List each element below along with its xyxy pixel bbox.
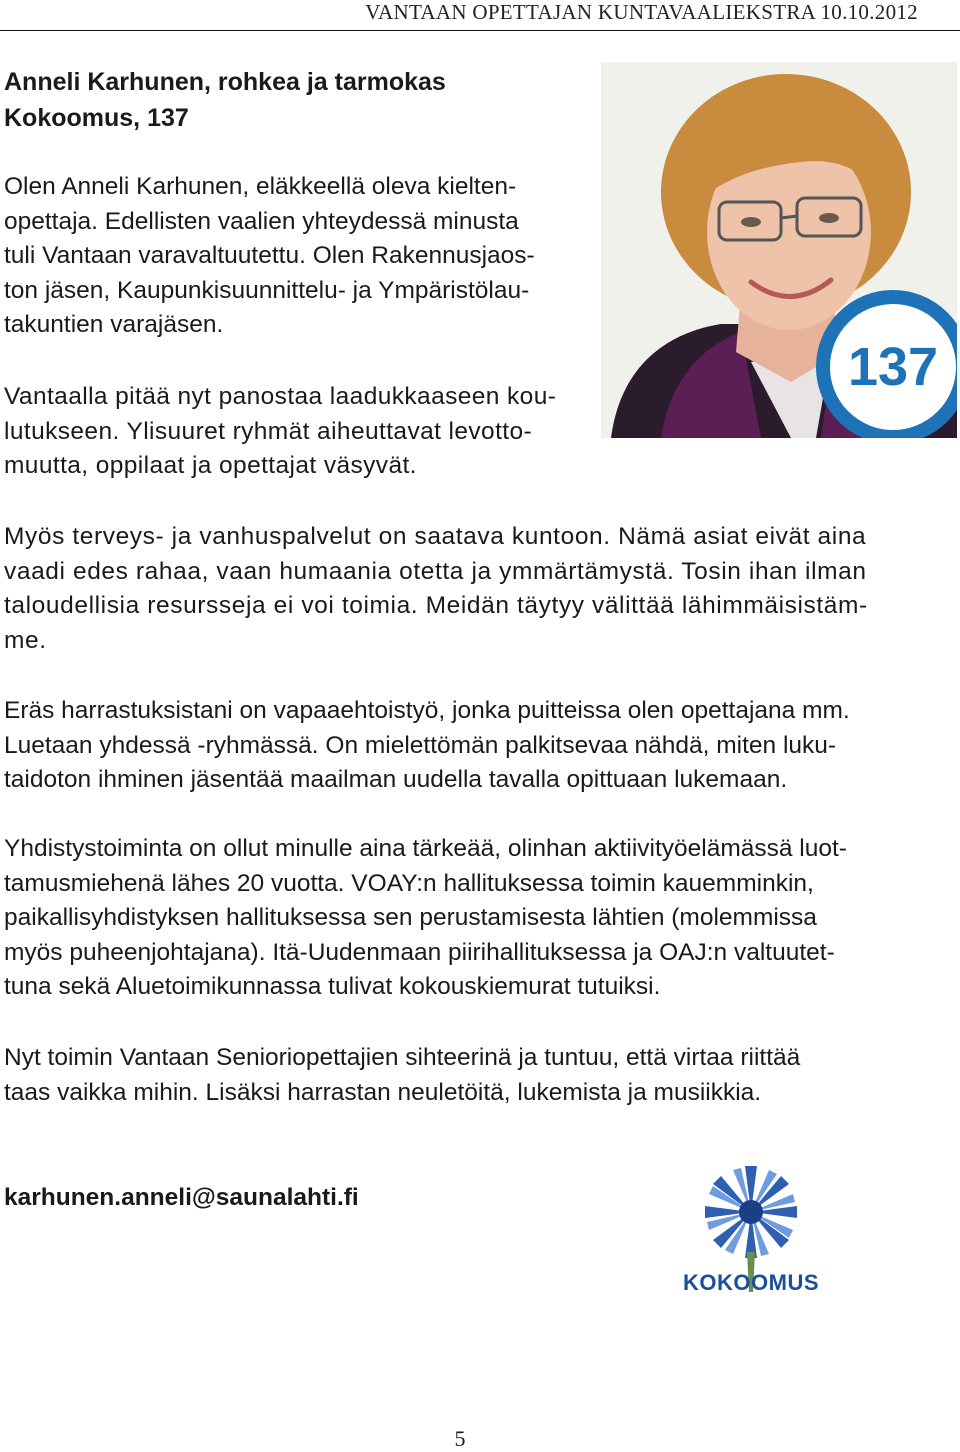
candidate-number-badge: 137 <box>847 337 939 397</box>
text-line: taidoton ihminen jäsentää maailman uudella tavalla opittuaan lukemaan. <box>4 766 788 793</box>
paragraph-current <box>4 1041 800 1110</box>
text-line: tuli Vantaan varavaltuutettu. Olen Rakennusjaos- <box>4 242 535 269</box>
paragraph-services <box>4 520 868 658</box>
text-line: Nyt toimin Vantaan Senioriopettajien sihteerinä ja tuntuu, että virtaa riittää <box>4 1044 801 1071</box>
article-title: Anneli Karhunen, rohkea ja tarmokas <box>4 68 446 96</box>
text-line: takuntien varajäsen. <box>4 311 224 338</box>
text-line: Myös terveys- ja vanhuspalvelut on saatava kuntoon. Nämä asiat eivät aina <box>4 523 867 550</box>
text-line: Vantaalla pitää nyt panostaa laadukkaaseen kou- <box>4 383 557 410</box>
text-line: tamusmiehenä lähes 20 vuotta. VOAY:n hallituksessa toimin kauemminkin, <box>4 869 814 897</box>
page-number: 5 <box>454 1426 466 1451</box>
candidate-photo <box>601 62 957 438</box>
text-line: paikallisyhdistyksen hallituksessa sen perustamisesta lähtien (molemmissa <box>4 904 817 931</box>
text-line: Luetaan yhdessä -ryhmässä. On mielettömän palkitsevaa nähdä, miten luku- <box>4 731 837 759</box>
text-line: Eräs harrastuksistani on vapaaehtoistyö, jonka puitteissa olen opettajana mm. <box>4 697 850 724</box>
paragraph-associations <box>4 832 847 1005</box>
article-subtitle: Kokoomus, 137 <box>4 104 189 132</box>
text-line: lutukseen. Ylisuuret ryhmät aiheuttavat levotto- <box>4 417 533 445</box>
paragraph-education <box>4 380 556 484</box>
text-line: myös puheenjohtajana). Itä-Uudenmaan piirihallituksessa ja OAJ:n valtuutet- <box>4 938 835 966</box>
text-line: tuna sekä Aluetoimikunnassa tulivat kokouskiemurat tutuiksi. <box>4 973 661 1000</box>
text-line: muutta, oppilaat ja opettajat väsyvät. <box>4 452 417 479</box>
logo-text: KOKOOMUS <box>683 1270 819 1295</box>
text-line: me. <box>4 626 47 654</box>
page-header <box>0 0 960 31</box>
paragraph-volunteering <box>4 694 850 798</box>
text-line: Olen Anneli Karhunen, eläkkeellä oleva kielten- <box>4 173 517 200</box>
header-title: VANTAAN OPETTAJAN KUNTAVAALIEKSTRA 10.10.2012 <box>365 0 918 24</box>
kokoomus-logo <box>676 1158 826 1300</box>
text-line: opettaja. Edellisten vaalien yhteydessä minusta <box>4 207 519 235</box>
email-link[interactable]: karhunen.anneli@saunalahti.fi <box>4 1184 359 1211</box>
text-line: ton jäsen, Kaupunkisuunnittelu- ja Ympäristölau- <box>4 276 530 304</box>
text-line: Yhdistystoiminta on ollut minulle aina tärkeää, olinhan aktiivityöelämässä luot- <box>4 835 847 862</box>
text-line: vaadi edes rahaa, vaan humaania otetta ja ymmärtämystä. Tosin ihan ilman <box>4 557 867 585</box>
text-line: taloudellisia resursseja ei voi toimia. Meidän täytyy välittää lähimmäisistäm- <box>4 592 868 619</box>
paragraph-intro <box>4 170 535 343</box>
text-line: taas vaikka mihin. Lisäksi harrastan neuletöitä, lukemista ja musiikkia. <box>4 1078 762 1106</box>
